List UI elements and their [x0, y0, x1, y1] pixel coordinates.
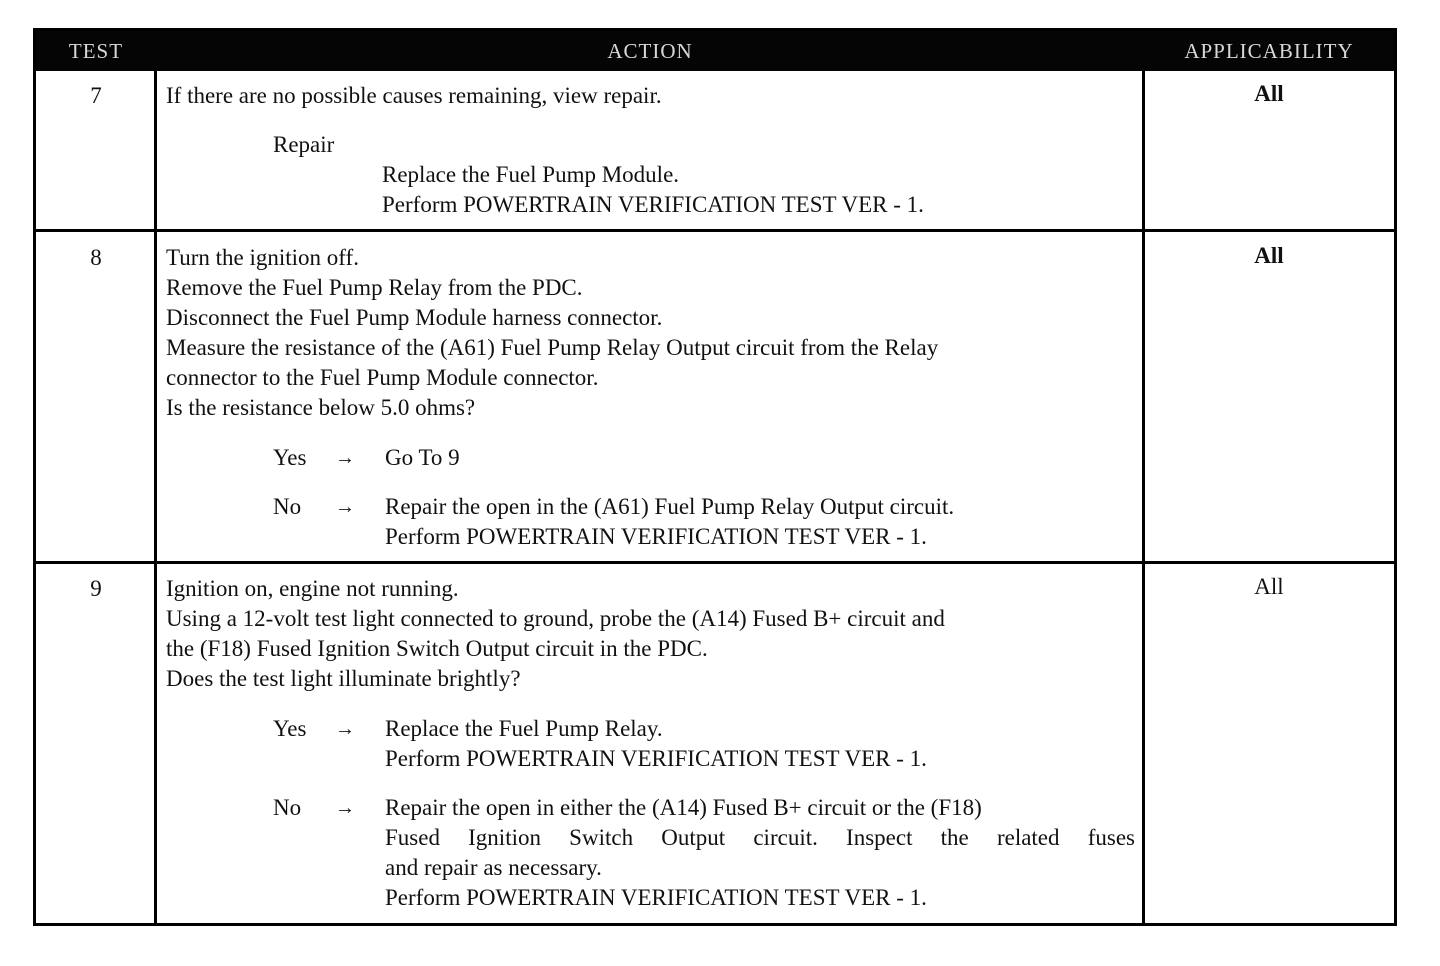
action-text: If there are no possible causes remaining, view repair. — [166, 83, 662, 108]
diagnostic-test-table — [33, 28, 1397, 926]
header-applicability: APPLICABILITY — [1184, 39, 1354, 63]
action-text: Does the test light illuminate brightly? — [166, 666, 521, 691]
test-number: 9 — [90, 576, 102, 601]
no-result: Repair the open in the (A61) Fuel Pump Relay Output circuit. — [385, 494, 955, 519]
repair-text: Perform POWERTRAIN VERIFICATION TEST VER - 1. — [382, 192, 924, 217]
yes-label: Yes — [273, 716, 307, 741]
no-result: Perform POWERTRAIN VERIFICATION TEST VER - 1. — [385, 885, 927, 910]
row-divider — [36, 229, 1394, 232]
column-divider — [154, 71, 157, 923]
applicability-value: All — [1254, 81, 1284, 106]
action-text: the (F18) Fused Ignition Switch Output circuit in the PDC. — [166, 636, 708, 661]
no-label: No — [273, 795, 302, 820]
no-result: and repair as necessary. — [385, 855, 602, 880]
arrow-right-icon: → — [335, 496, 355, 518]
action-text: Remove the Fuel Pump Relay from the PDC. — [166, 275, 583, 300]
arrow-right-icon: → — [335, 718, 355, 740]
no-result: Repair the open in either the (A14) Fused B+ circuit or the (F18) — [385, 795, 982, 820]
column-divider — [1142, 71, 1145, 923]
repair-text: Replace the Fuel Pump Module. — [382, 162, 680, 187]
row-divider — [36, 561, 1394, 564]
header-test: TEST — [68, 39, 124, 63]
table-header — [36, 31, 1394, 71]
action-text: Disconnect the Fuel Pump Module harness connector. — [166, 305, 663, 330]
no-result: Fused Ignition Switch Output circuit. Inspect the related fuses — [385, 825, 1135, 850]
applicability-value: All — [1254, 574, 1284, 599]
test-number: 8 — [90, 245, 102, 270]
action-text: Using a 12-volt test light connected to ground, probe the (A14) Fused B+ circuit and — [166, 606, 945, 631]
action-text: Measure the resistance of the (A61) Fuel Pump Relay Output circuit from the Relay — [166, 335, 939, 360]
no-result: Perform POWERTRAIN VERIFICATION TEST VER - 1. — [385, 524, 927, 549]
arrow-right-icon: → — [335, 797, 355, 819]
applicability-value: All — [1254, 243, 1284, 268]
arrow-right-icon: → — [335, 447, 355, 469]
action-text: Is the resistance below 5.0 ohms? — [166, 395, 476, 420]
yes-label: Yes — [273, 445, 307, 470]
action-text: connector to the Fuel Pump Module connector. — [166, 365, 599, 390]
action-text: Ignition on, engine not running. — [166, 576, 459, 601]
test-number: 7 — [90, 83, 102, 108]
action-text: Turn the ignition off. — [166, 245, 359, 270]
yes-result: Perform POWERTRAIN VERIFICATION TEST VER - 1. — [385, 746, 927, 771]
header-action: ACTION — [607, 39, 693, 63]
no-label: No — [273, 494, 302, 519]
yes-result: Replace the Fuel Pump Relay. — [385, 716, 663, 741]
repair-label: Repair — [273, 132, 335, 157]
yes-result: Go To 9 — [385, 445, 460, 470]
